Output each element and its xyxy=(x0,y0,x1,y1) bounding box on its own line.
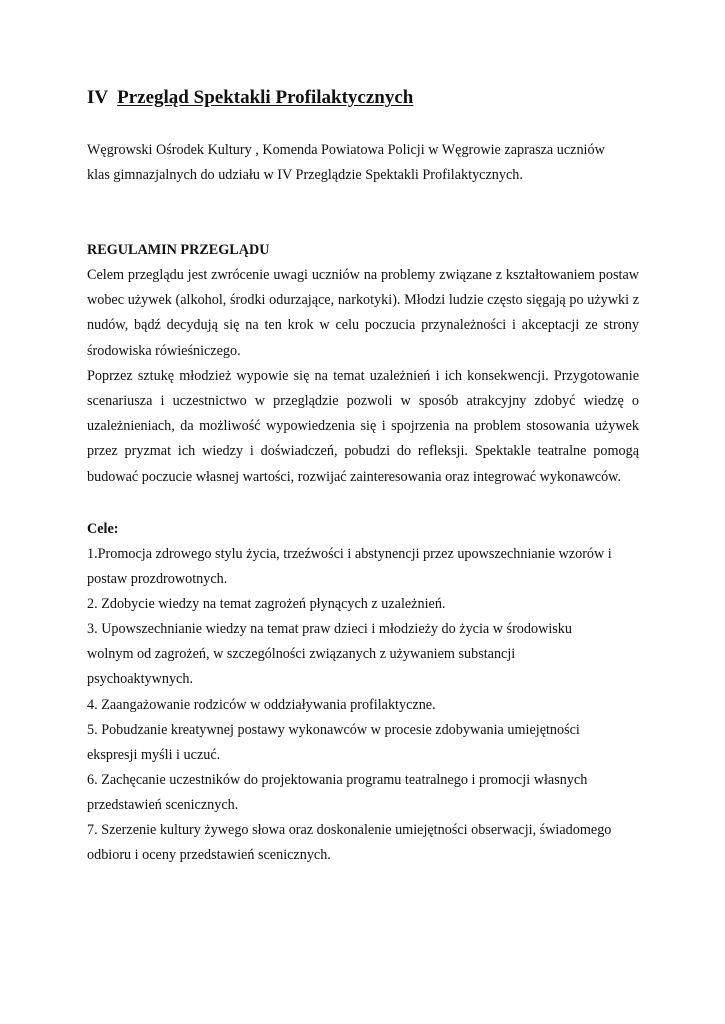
goal-line: 5. Pobudzanie kreatywnej postawy wykonawców w procesie zdobywania umiejętności xyxy=(87,721,580,738)
regulamin-body xyxy=(87,263,639,490)
goal-line: odbioru i oceny przedstawień scenicznych. xyxy=(87,847,331,864)
goal-line: psychoaktywnych. xyxy=(87,671,193,688)
goal-line: przedstawień scenicznych. xyxy=(87,796,239,813)
goal-item xyxy=(87,693,639,718)
edition-number: IV xyxy=(87,87,109,108)
goal-item xyxy=(87,617,639,692)
title-text: Przegląd Spektakli Profilaktycznych xyxy=(117,87,414,108)
goal-item xyxy=(87,768,639,818)
goal-line: 1.Promocja zdrowego stylu życia, trzeźwości i abstynencji przez upowszechnianie wzorów i xyxy=(87,546,612,562)
cele-heading: Cele: xyxy=(87,521,119,537)
goal-item xyxy=(87,718,639,768)
goals-list xyxy=(87,542,639,868)
goal-line: 7. Szerzenie kultury żywego słowa oraz doskonalenie umiejętności obserwacji, świadomego xyxy=(87,822,612,839)
goal-item xyxy=(87,592,639,617)
goal-item xyxy=(87,818,639,868)
intro-paragraph xyxy=(87,138,639,188)
document-title xyxy=(87,86,413,110)
goal-line: postaw prozdrowotnych. xyxy=(87,571,228,588)
regulamin-paragraph-1: Celem przeglądu jest zwrócenie uwagi uczniów na problemy związane z kształtowaniem postaw wobec używek (alkohol, środki odurzające, narkotyki). Młodzi ludzie często sięgają po używki z nudów, bądź decydują się na ten krok w celu poczucia przynależności i akceptacji ze strony środowiska rówieśniczego. xyxy=(87,267,639,359)
goal-line: 3. Upowszechnianie wiedzy na temat praw dzieci i młodzieży do życia w środowisku xyxy=(87,621,572,638)
regulamin-paragraph-2: Poprzez sztukę młodzież wypowie się na temat uzależnień i ich konsekwencji. Przygotowanie scenariusza i uczestnictwo w przeglądzie pozwoli w sposób atrakcyjny zdobyć wiedzę o uzależnieniach, da możliwość wypowiedzenia się i spojrzenia na problem stosowania używek przez pryzmat ich wiedzy i doświadczeń, pobudzi do refleksji. Spektakle teatralne pomogą budować poczucie własnej wartości, rozwijać zainteresowania oraz integrować wykonawców. xyxy=(87,367,639,485)
goal-line: 6. Zachęcanie uczestników do projektowania programu teatralnego i promocji własnych xyxy=(87,771,588,788)
intro-line: klas gimnazjalnych do udziału w IV Przeglądzie Spektakli Profilaktycznych. xyxy=(87,167,523,183)
goal-line: 2. Zdobycie wiedzy na temat zagrożeń płynących z uzależnień. xyxy=(87,596,446,613)
goal-line: ekspresji myśli i uczuć. xyxy=(87,746,221,763)
goal-item xyxy=(87,542,639,592)
goal-line: 4. Zaangażowanie rodziców w oddziaływania profilaktyczne. xyxy=(87,696,436,713)
intro-line: Węgrowski Ośrodek Kultury , Komenda Powiatowa Policji w Węgrowie zaprasza uczniów xyxy=(87,142,605,158)
goal-line: wolnym od zagrożeń, w szczególności związanych z używaniem substancji xyxy=(87,646,516,663)
regulamin-heading: REGULAMIN PRZEGLĄDU xyxy=(87,242,270,258)
